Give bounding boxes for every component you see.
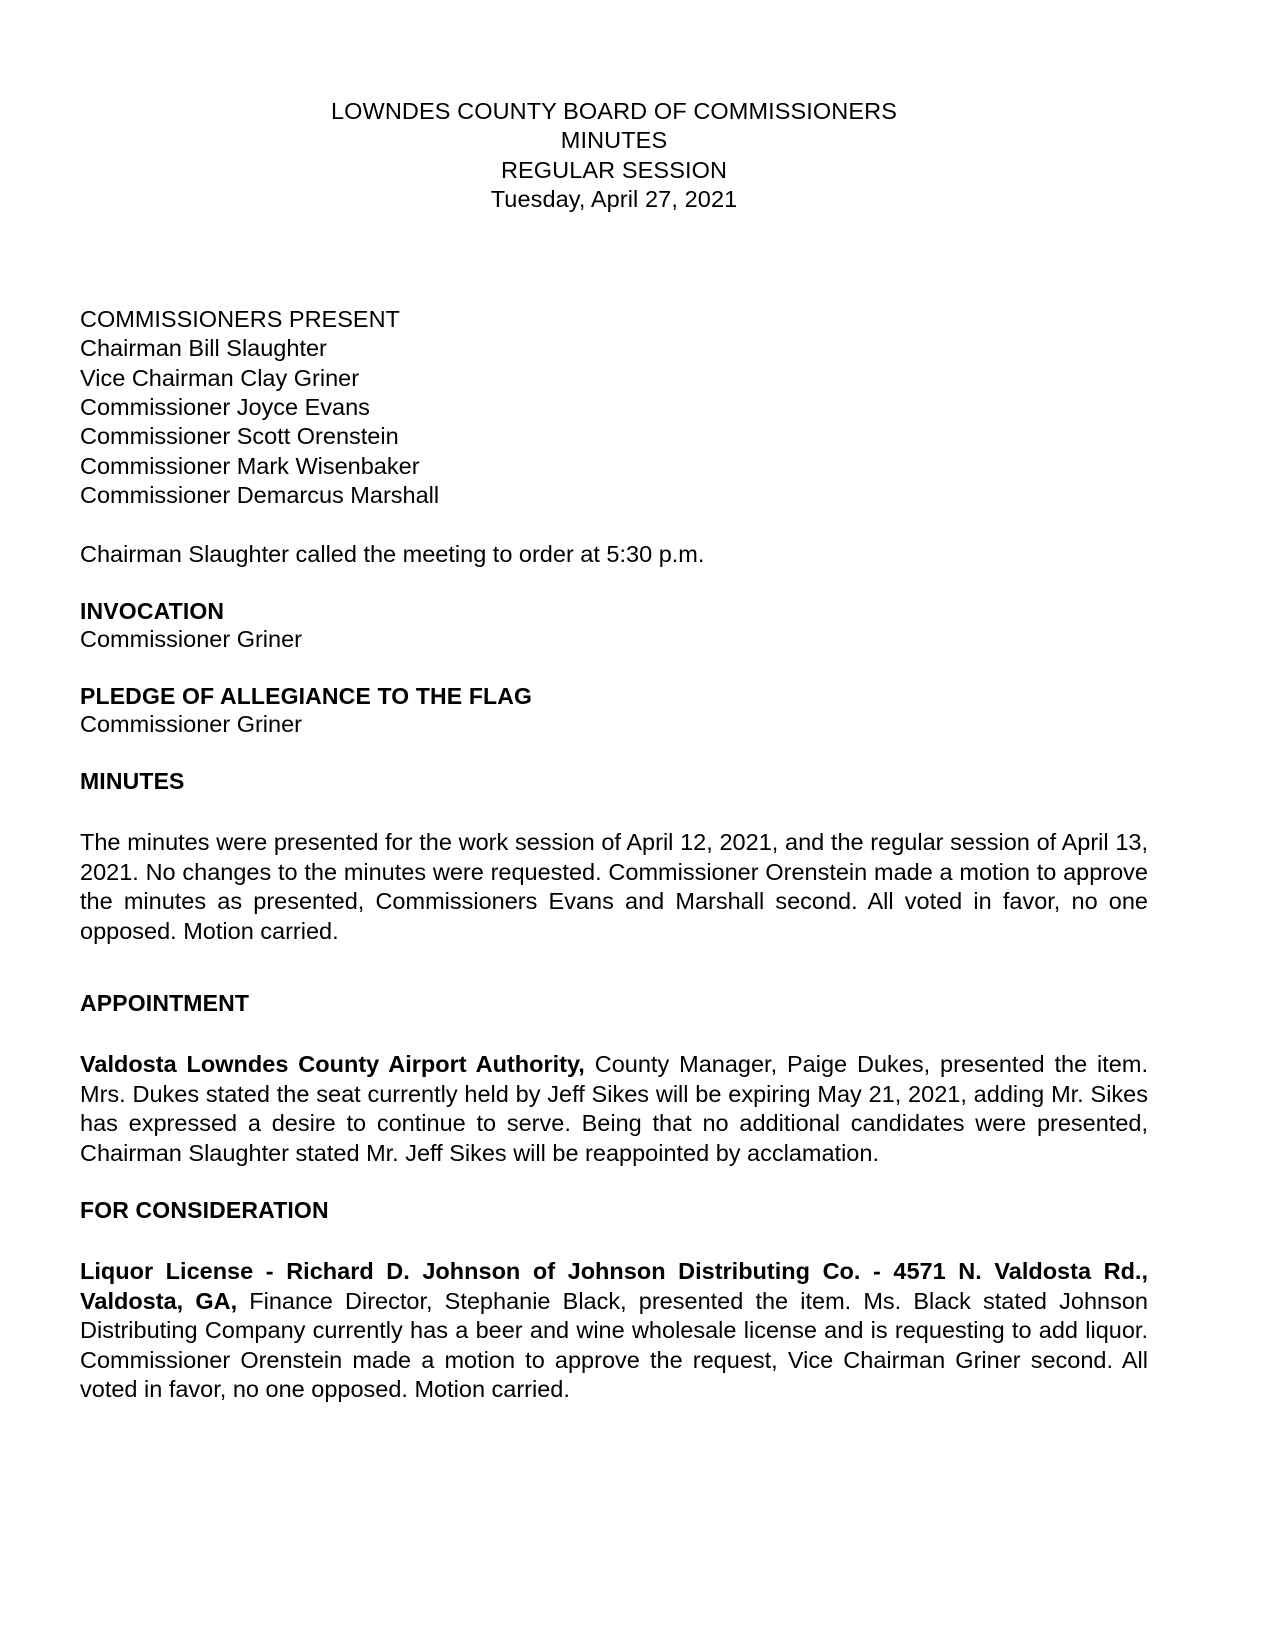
roster-member: Vice Chairman Clay Griner	[80, 364, 360, 391]
commissioners-present-heading: COMMISSIONERS PRESENT	[80, 306, 400, 333]
appointment-heading: APPOINTMENT	[80, 990, 250, 1017]
appointment-item-body: County Manager, Paige Dukes, presented the item. Mrs. Dukes stated the seat currently held by Jeff Sikes will be expiring May 21, 2021, adding Mr. Sikes has expressed a desire to continue to serve. Being that no additional candidates were presented, Chairman Slaughter stated Mr. Jeff Sikes will be reappointed by acclamation.	[80, 1051, 1148, 1166]
for-consideration-section	[80, 1197, 1148, 1405]
minutes-section	[80, 768, 1148, 946]
pledge-heading: PLEDGE OF ALLEGIANCE TO THE FLAG	[80, 683, 533, 710]
roster-member: Commissioner Demarcus Marshall	[80, 481, 440, 508]
commissioners-present-section	[80, 305, 1148, 510]
minutes-paragraph: The minutes were presented for the work session of April 12, 2021, and the regular session of April 13, 2021. No changes to the minutes were requested. Commissioner Orenstein made a motion to approve the minutes as presented, Commissioners Evans and Marshall second. All voted in favor, no one opposed. Motion carried.	[80, 829, 1148, 944]
header-line-date: Tuesday, April 27, 2021	[490, 185, 738, 212]
invocation-body: Commissioner Griner	[80, 625, 302, 652]
liquor-license-item-title: Liquor License - Richard D. Johnson of Johnson Distributing Co. - 4571 N. Valdosta Rd., Valdosta, GA,	[80, 1258, 1148, 1314]
appointment-section	[80, 990, 1148, 1168]
appointment-paragraph	[80, 1050, 1148, 1168]
liquor-license-paragraph	[80, 1257, 1148, 1405]
appointment-item-title: Valdosta Lowndes County Airport Authority,	[80, 1051, 585, 1078]
roster-member: Commissioner Mark Wisenbaker	[80, 452, 420, 479]
roster-member: Commissioner Joyce Evans	[80, 394, 370, 421]
header-line-doctype: MINUTES	[560, 127, 668, 154]
minutes-spacer	[80, 795, 1148, 828]
appointment-spacer	[80, 1017, 1148, 1050]
for-consideration-spacer	[80, 1224, 1148, 1257]
liquor-license-item-body: Finance Director, Stephanie Black, presented the item. Ms. Black stated Johnson Distributing Company currently has a beer and wine wholesale license and is requesting to add liquor. Commissioner Orenstein made a motion to approve the request, Vice Chairman Griner second. All voted in favor, no one opposed. Motion carried.	[80, 1287, 1148, 1403]
roster-member: Commissioner Scott Orenstein	[80, 423, 399, 450]
invocation-heading: INVOCATION	[80, 597, 225, 624]
pledge-section	[80, 683, 1148, 739]
appointment-top-spacer	[80, 946, 1148, 990]
pledge-body: Commissioner Griner	[80, 711, 302, 738]
document-header	[80, 97, 1148, 214]
consideration-top-spacer	[80, 1168, 1148, 1197]
document-body	[80, 0, 1148, 1405]
invocation-section	[80, 598, 1148, 654]
for-consideration-heading: FOR CONSIDERATION	[80, 1197, 329, 1224]
minutes-heading: MINUTES	[80, 768, 185, 795]
header-line-organization: LOWNDES COUNTY BOARD OF COMMISSIONERS	[330, 98, 897, 124]
call-to-order-line: Chairman Slaughter called the meeting to order at 5:30 p.m.	[80, 540, 705, 567]
header-line-session: REGULAR SESSION	[500, 156, 728, 183]
roster-member: Chairman Bill Slaughter	[80, 335, 327, 362]
